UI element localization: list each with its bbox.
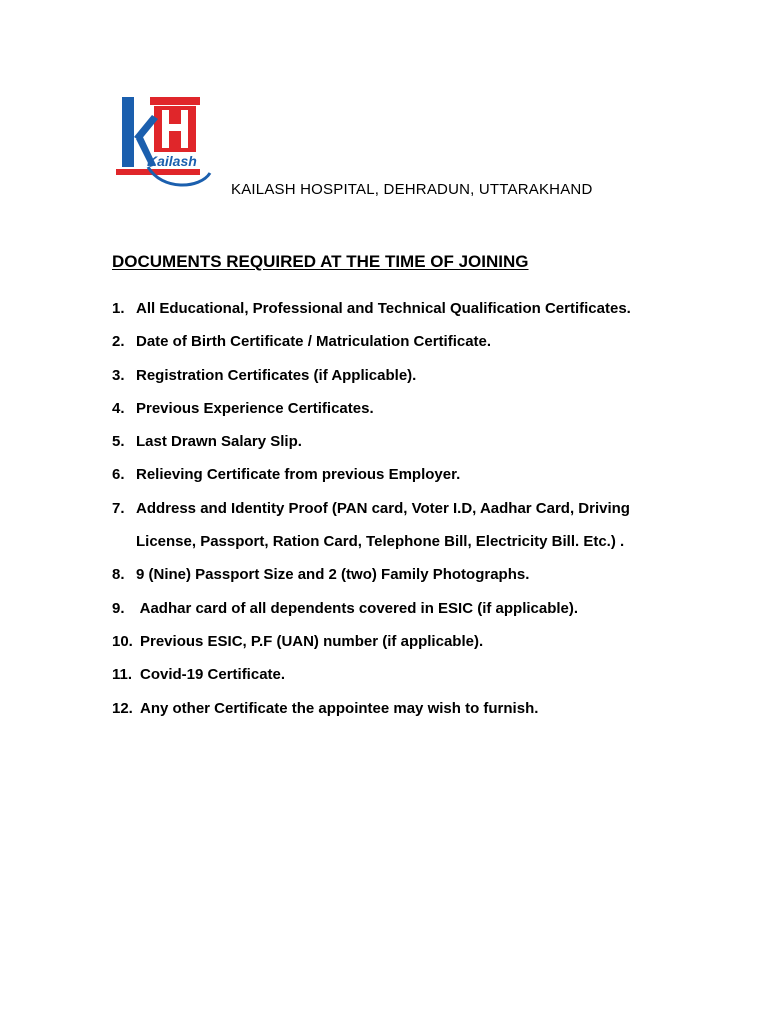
- hospital-name: KAILASH HOSPITAL, DEHRADUN, UTTARAKHAND: [231, 181, 593, 198]
- item-number: 11.: [112, 666, 133, 684]
- item-number: 5.: [112, 433, 125, 451]
- list-item: [112, 625, 712, 658]
- item-number: 7.: [112, 499, 125, 517]
- list-item: [112, 292, 712, 325]
- item-number: 12.: [112, 699, 133, 717]
- item-text-line2: License, Passport, Ration Card, Telephone Bill, Electricity Bill. Etc.) .: [136, 533, 625, 551]
- item-text: Date of Birth Certificate / Matriculation Certificate.: [136, 333, 492, 351]
- item-number: 1.: [112, 300, 125, 317]
- list-item: [112, 425, 712, 458]
- list-item: [112, 658, 712, 691]
- document-title: DOCUMENTS REQUIRED AT THE TIME OF JOINING: [112, 252, 529, 271]
- list-item: [112, 692, 712, 725]
- requirements-list: [112, 292, 712, 725]
- list-item: [112, 325, 712, 358]
- list-item: [112, 558, 712, 591]
- list-item: [112, 458, 712, 491]
- item-number: 9.: [112, 599, 125, 617]
- item-number: 8.: [112, 566, 125, 584]
- item-text: Relieving Certificate from previous Employer.: [136, 466, 461, 484]
- item-text: All Educational, Professional and Technical Qualification Certificates.: [136, 300, 631, 317]
- item-number: 2.: [112, 333, 125, 351]
- item-text: Previous Experience Certificates.: [136, 399, 374, 417]
- item-text: Registration Certificates (if Applicable).: [136, 366, 417, 384]
- list-item: [112, 592, 712, 625]
- item-text-line1: Address and Identity Proof (PAN card, Voter I.D, Aadhar Card, Driving: [136, 499, 630, 517]
- item-number: 3.: [112, 366, 125, 384]
- list-item: [112, 392, 712, 425]
- item-text: Covid-19 Certificate.: [140, 666, 286, 684]
- item-text: 9 (Nine) Passport Size and 2 (two) Family Photographs.: [136, 566, 530, 584]
- list-item: [112, 492, 712, 559]
- item-number: 4.: [112, 399, 125, 417]
- hospital-logo: [112, 93, 216, 193]
- item-text: Last Drawn Salary Slip.: [136, 433, 302, 451]
- item-number: 10.: [112, 632, 133, 650]
- logo-wordmark: Kailash: [147, 153, 197, 169]
- list-item: [112, 359, 712, 392]
- item-text: Any other Certificate the appointee may wish to furnish.: [140, 699, 539, 717]
- item-number: 6.: [112, 466, 125, 484]
- item-text: Aadhar card of all dependents covered in ESIC (if applicable).: [136, 599, 579, 617]
- item-text: Previous ESIC, P.F (UAN) number (if applicable).: [140, 632, 484, 650]
